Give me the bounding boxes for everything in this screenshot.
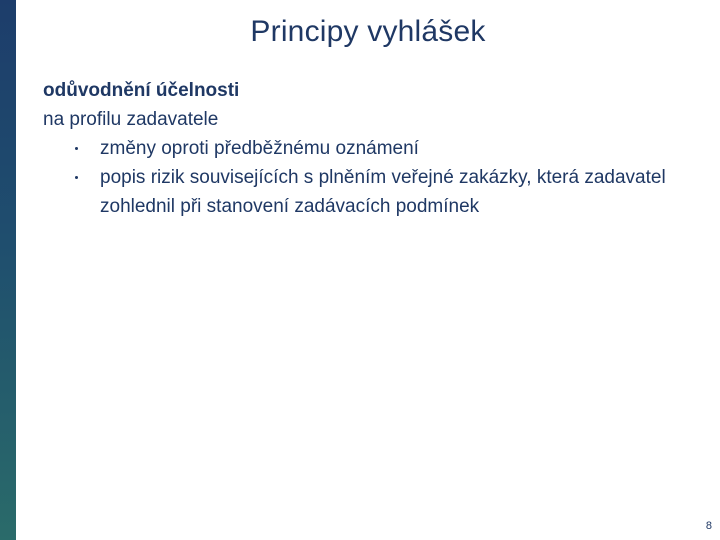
side-accent-bar: [0, 0, 16, 540]
slide-content: [43, 76, 683, 221]
bullet-item: [43, 134, 683, 163]
intro-text: na profilu zadavatele: [43, 109, 219, 130]
section-heading: odůvodnění účelnosti: [43, 80, 240, 101]
page-number: 8: [705, 520, 712, 532]
bullet-text: popis rizik souvisejících s plněním veřejné zakázky, která zadavatel zohlednil při stanovení zadávacích podmínek: [100, 167, 666, 217]
slide-title: Principy vyhlášek: [250, 15, 486, 48]
bullet-icon: [75, 176, 78, 179]
bullet-list: [43, 134, 683, 221]
bullet-icon: [75, 147, 78, 150]
bullet-text: změny oproti předběžnému oznámení: [100, 138, 419, 159]
bullet-item: [43, 163, 683, 221]
